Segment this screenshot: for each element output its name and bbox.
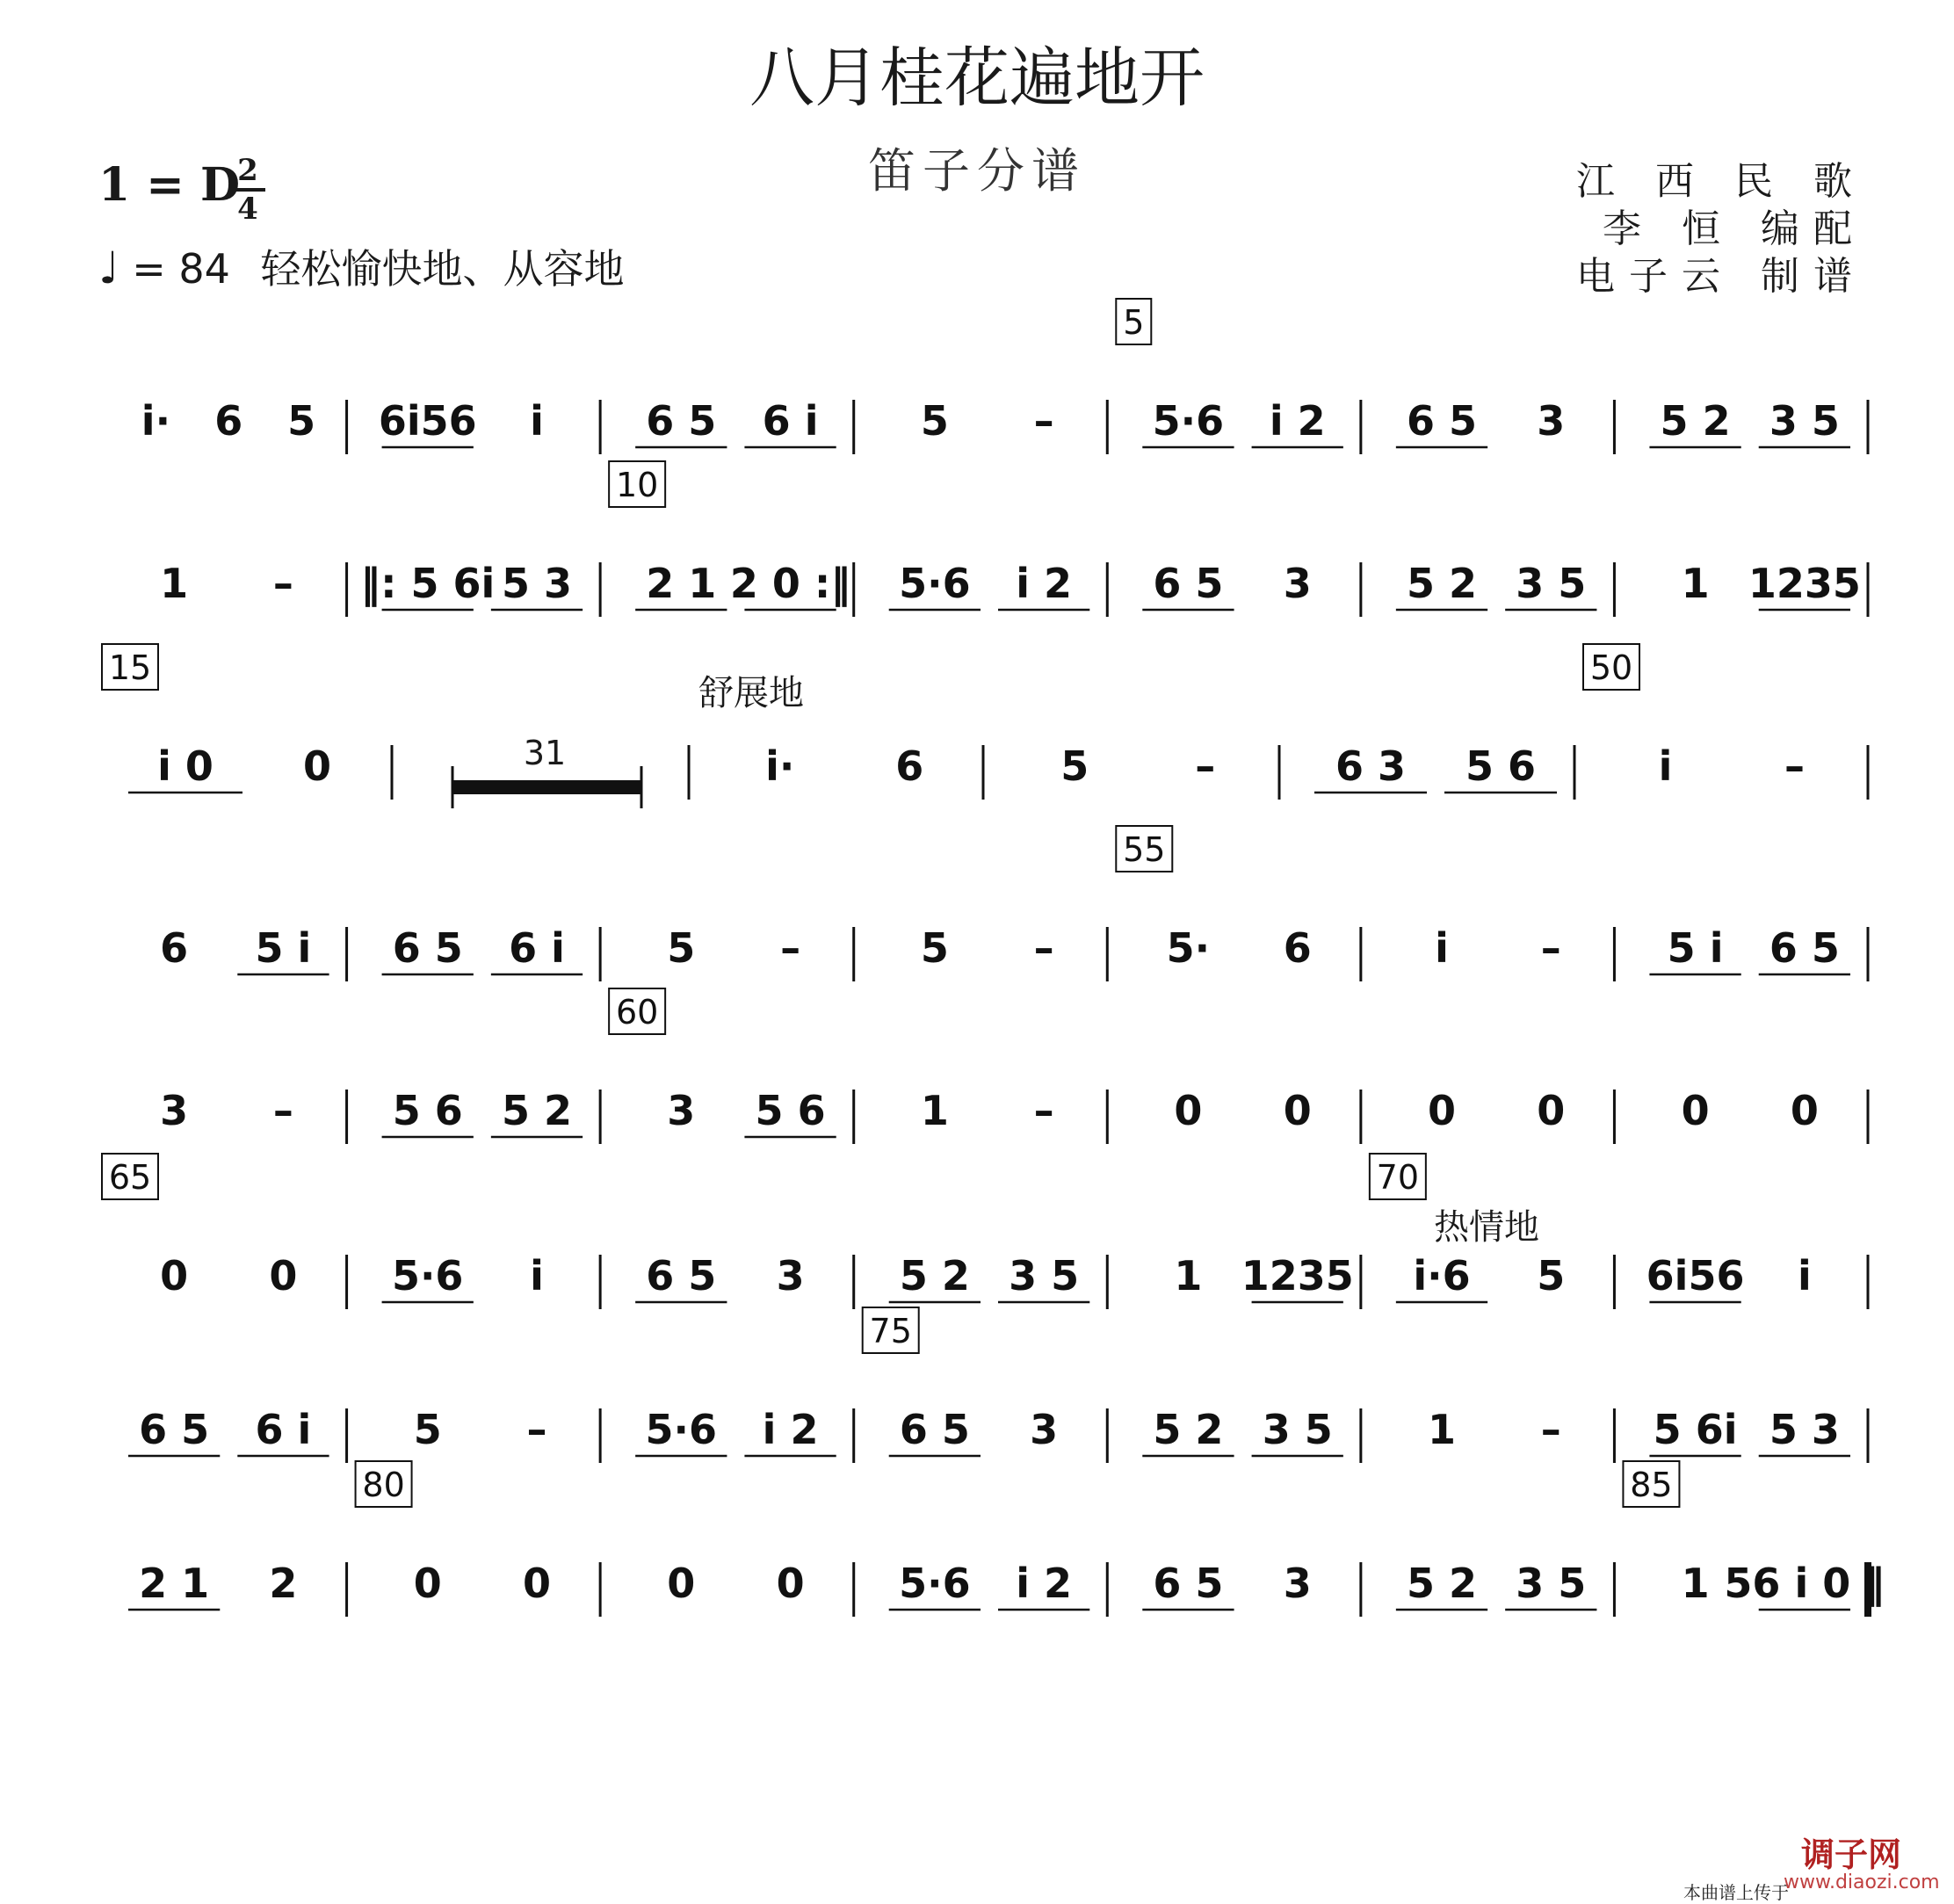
measure-number: 85 (1630, 1466, 1673, 1504)
note-beat: 3 (1283, 1560, 1312, 1607)
measure (1396, 560, 1615, 617)
note-beat: 3 (776, 1252, 805, 1299)
measure (1428, 1406, 1614, 1463)
note-beat: 6 (214, 397, 243, 445)
measure-number: 70 (1376, 1158, 1420, 1197)
time-signature-top: 2 (237, 153, 258, 188)
note-beat: 0 (1790, 1087, 1819, 1134)
note-beat: – (1033, 924, 1054, 972)
note-beat: 2 1 (646, 560, 717, 607)
note-beat: i (1435, 924, 1449, 972)
credit-engraver: 电子云 制谱 (1576, 254, 1866, 299)
note-beat: 6 i (762, 397, 819, 445)
measure (1435, 924, 1614, 981)
note-beat: 5 6 (392, 1087, 463, 1134)
note-beat: 1 (160, 560, 189, 607)
note-beat: i (530, 397, 544, 445)
note-beat: 5· (1166, 924, 1211, 972)
note-beat: 5 (287, 397, 316, 445)
note-beat: 5 2 (899, 1252, 970, 1299)
note-beat: 1 (1427, 1406, 1457, 1453)
measure (635, 397, 854, 454)
measure (1396, 1560, 1615, 1617)
measure (921, 924, 1107, 981)
measure (1142, 1406, 1361, 1463)
note-beat: i 2 (762, 1406, 819, 1453)
measure-number: 60 (615, 993, 659, 1032)
note-beat: 2 (269, 1560, 298, 1607)
measure-number: 55 (1123, 830, 1166, 869)
score-system (160, 461, 1868, 617)
measure (382, 1252, 601, 1309)
measure (921, 1087, 1107, 1144)
note-beat: 0 (1283, 1087, 1312, 1134)
expression-reqing: 热情地 (1434, 1207, 1539, 1248)
measure (1649, 1406, 1868, 1463)
note-beat: 6 5 (1406, 397, 1478, 445)
measure-number: 5 (1123, 303, 1145, 342)
measure (889, 560, 1108, 617)
note-beat: – (1033, 1087, 1054, 1134)
score-system (141, 299, 1868, 454)
note-beat: 3 5 (1009, 1252, 1080, 1299)
note-beat: 0 (1537, 1087, 1566, 1134)
measure (102, 644, 392, 800)
note-beat: – (272, 560, 293, 607)
measure (667, 924, 853, 981)
note-beat: 6 5 (1769, 924, 1840, 972)
note-beat: ‖: 5 6i (360, 560, 496, 607)
note-beat: 5 2 (1406, 560, 1478, 607)
note-beat: – (1540, 924, 1561, 972)
note-beat: – (1033, 397, 1054, 445)
measure (609, 988, 854, 1144)
note-beat: – (780, 924, 801, 972)
note-beat: i· (141, 397, 171, 445)
note-beat: 2 1 (139, 1560, 210, 1607)
note-beat: 6 5 (899, 1406, 970, 1453)
note-beat: 6 5 (646, 1252, 717, 1299)
measure (1116, 299, 1361, 454)
note-beat: 0 (302, 742, 332, 790)
note-beat: 6 3 (1335, 742, 1407, 790)
note-beat: 5 6 (755, 1087, 826, 1134)
time-signature-bottom: 4 (237, 192, 258, 227)
note-beat: 1 (1681, 560, 1710, 607)
measure (1623, 1461, 1885, 1617)
note-beat: – (1195, 742, 1216, 790)
measure (414, 1406, 600, 1463)
measure (1583, 644, 1868, 800)
note-beat: 0 (413, 1560, 442, 1607)
note-beat: 5 (920, 924, 949, 972)
measure (379, 397, 600, 454)
tempo-text: 轻松愉快地、从容地 (260, 245, 625, 293)
note-beat: 5·6 (899, 560, 971, 607)
measure (160, 924, 346, 981)
note-beat: 6i56 (1646, 1252, 1745, 1299)
note-beat: 6 i (255, 1406, 312, 1453)
note-beat: 6 (1283, 924, 1312, 972)
note-beat: 5 (413, 1406, 442, 1453)
score-title: 八月桂花遍地开 (749, 40, 1205, 116)
note-beat: 3 5 (1262, 1406, 1333, 1453)
note-beat: 5 (920, 397, 949, 445)
note-beat: 1235 (1241, 1252, 1354, 1299)
measure (1142, 1560, 1361, 1617)
note-beat: i (530, 1252, 544, 1299)
measure (921, 397, 1107, 454)
note-beat: 5 6i (1653, 1406, 1738, 1453)
score-system (102, 644, 1868, 800)
note-beat: 6 5 (1153, 1560, 1224, 1607)
note-beat: 5 2 (501, 1087, 573, 1134)
score-system (128, 1461, 1885, 1617)
score-system (128, 1307, 1868, 1463)
measure (141, 397, 347, 454)
note-beat: 5 (667, 924, 696, 972)
credit-origin: 江 西 民 歌 (1576, 159, 1866, 204)
note-beat: 2 0 :‖ (729, 560, 851, 607)
note-beat: 3 (1030, 1406, 1059, 1453)
note-beat: 6 5 (392, 924, 463, 972)
note-beat: i 2 (1016, 560, 1073, 607)
note-beat: 56 i 0 ‖ (1724, 1560, 1885, 1607)
quarter-note-icon: ♩ (98, 243, 119, 293)
watermark-url: www.diaozi.com (1784, 1871, 1940, 1893)
measure-number: 10 (615, 466, 659, 504)
measure (889, 1560, 1108, 1617)
note-beat: 5·6 (391, 1252, 464, 1299)
note-beat: 1 (1174, 1252, 1203, 1299)
measure (1116, 826, 1361, 981)
measure (1396, 397, 1615, 454)
measure (382, 924, 601, 981)
note-beat: 5 3 (501, 560, 573, 607)
credit-arranger: 李 恒 编配 (1603, 206, 1866, 251)
note-beat: 5 3 (1769, 1406, 1840, 1453)
note-beat: 6i56 (378, 397, 477, 445)
score-system (160, 988, 1868, 1144)
note-beat: 3 5 (1516, 560, 1587, 607)
note-beat: – (526, 1406, 547, 1453)
note-beat: i 0 (157, 742, 213, 790)
measure-number: 80 (362, 1466, 405, 1504)
multi-rest-count: 31 (523, 734, 567, 772)
note-beat: 3 (1283, 560, 1312, 607)
note-beat: i 2 (1269, 397, 1326, 445)
measure (635, 1406, 854, 1463)
note-beat: 3 5 (1769, 397, 1840, 445)
tempo-value: = 84 (132, 245, 230, 293)
note-beat: 5·6 (1152, 397, 1225, 445)
note-beat: 5·6 (645, 1406, 718, 1453)
measure (1649, 924, 1868, 981)
measure (863, 1307, 1108, 1463)
note-beat: 3 (1537, 397, 1566, 445)
multi-rest-bar (452, 780, 641, 794)
measure (160, 560, 346, 617)
watermark-upload-text: 本曲谱上传于 (1683, 1882, 1789, 1903)
measure (102, 1154, 347, 1309)
watermark-logo: 调子网 (1801, 1835, 1902, 1874)
measure (1649, 397, 1868, 454)
note-beat: 3 5 (1516, 1560, 1587, 1607)
measure (667, 1560, 853, 1617)
measure (1174, 1087, 1360, 1144)
measure (635, 1252, 854, 1309)
note-beat: i (1797, 1252, 1812, 1299)
measure (1060, 742, 1279, 800)
note-beat: 6 5 (1153, 560, 1224, 607)
measure (1646, 1252, 1868, 1309)
note-beat: 6 (160, 924, 189, 972)
score-system (102, 1154, 1868, 1309)
note-beat: 5·6 (899, 1560, 971, 1607)
note-beat: 1235 (1748, 560, 1861, 607)
note-beat: 0 (776, 1560, 805, 1607)
measure (1428, 1087, 1614, 1144)
expression-shuzhan: 舒展地 (698, 673, 804, 713)
measure-number: 50 (1589, 648, 1633, 687)
measure (1142, 560, 1361, 617)
measure (1682, 1087, 1868, 1144)
note-beat: 1 (1681, 1560, 1710, 1607)
measure (1682, 560, 1868, 617)
note-beat: – (1784, 742, 1805, 790)
note-beat: – (272, 1087, 293, 1134)
note-beat: 0 (1427, 1087, 1457, 1134)
measure (356, 1461, 601, 1617)
measure-number: 65 (108, 1158, 152, 1197)
note-beat: 5 (1537, 1252, 1566, 1299)
note-beat: 1 (920, 1087, 949, 1134)
note-beat: 6 5 (646, 397, 717, 445)
note-beat: i 2 (1016, 1560, 1073, 1607)
note-beat: 0 (522, 1560, 552, 1607)
measure (128, 1560, 347, 1617)
note-beat: 5 (1060, 742, 1089, 790)
measure (1174, 1252, 1360, 1309)
note-beat: 5 2 (1406, 1560, 1478, 1607)
note-beat: i·6 (1413, 1252, 1471, 1299)
score-subtitle: 笛子分谱 (868, 143, 1086, 199)
measure (128, 1406, 347, 1463)
note-beat: – (1540, 1406, 1561, 1453)
note-beat: 5 i (255, 924, 312, 972)
note-beat: 5 2 (1660, 397, 1731, 445)
note-beat: 0 (160, 1252, 189, 1299)
measure (382, 1087, 601, 1144)
note-beat: 6 5 (139, 1406, 210, 1453)
key-signature: 1 = D (98, 158, 241, 212)
measure (609, 461, 854, 617)
measure (1314, 742, 1574, 800)
note-beat: 0 (1681, 1087, 1710, 1134)
measure (160, 1087, 346, 1144)
note-beat: i· (765, 742, 795, 790)
note-beat: 0 (667, 1560, 696, 1607)
note-beat: 0 (1174, 1087, 1203, 1134)
note-beat: 6 i (509, 924, 565, 972)
measure-number: 75 (869, 1312, 912, 1350)
measure (360, 560, 600, 617)
note-beat: i (1658, 742, 1673, 790)
measure (765, 742, 983, 800)
note-beat: 3 (160, 1087, 189, 1134)
measure-number: 15 (108, 648, 152, 687)
measure (889, 1252, 1108, 1309)
note-beat: 0 (269, 1252, 298, 1299)
note-beat: 6 (895, 742, 924, 790)
note-beat: 5 6 (1465, 742, 1537, 790)
score-system (160, 826, 1868, 981)
note-beat: 3 (667, 1087, 696, 1134)
note-beat: 5 2 (1153, 1406, 1224, 1453)
note-beat: 5 i (1667, 924, 1724, 972)
